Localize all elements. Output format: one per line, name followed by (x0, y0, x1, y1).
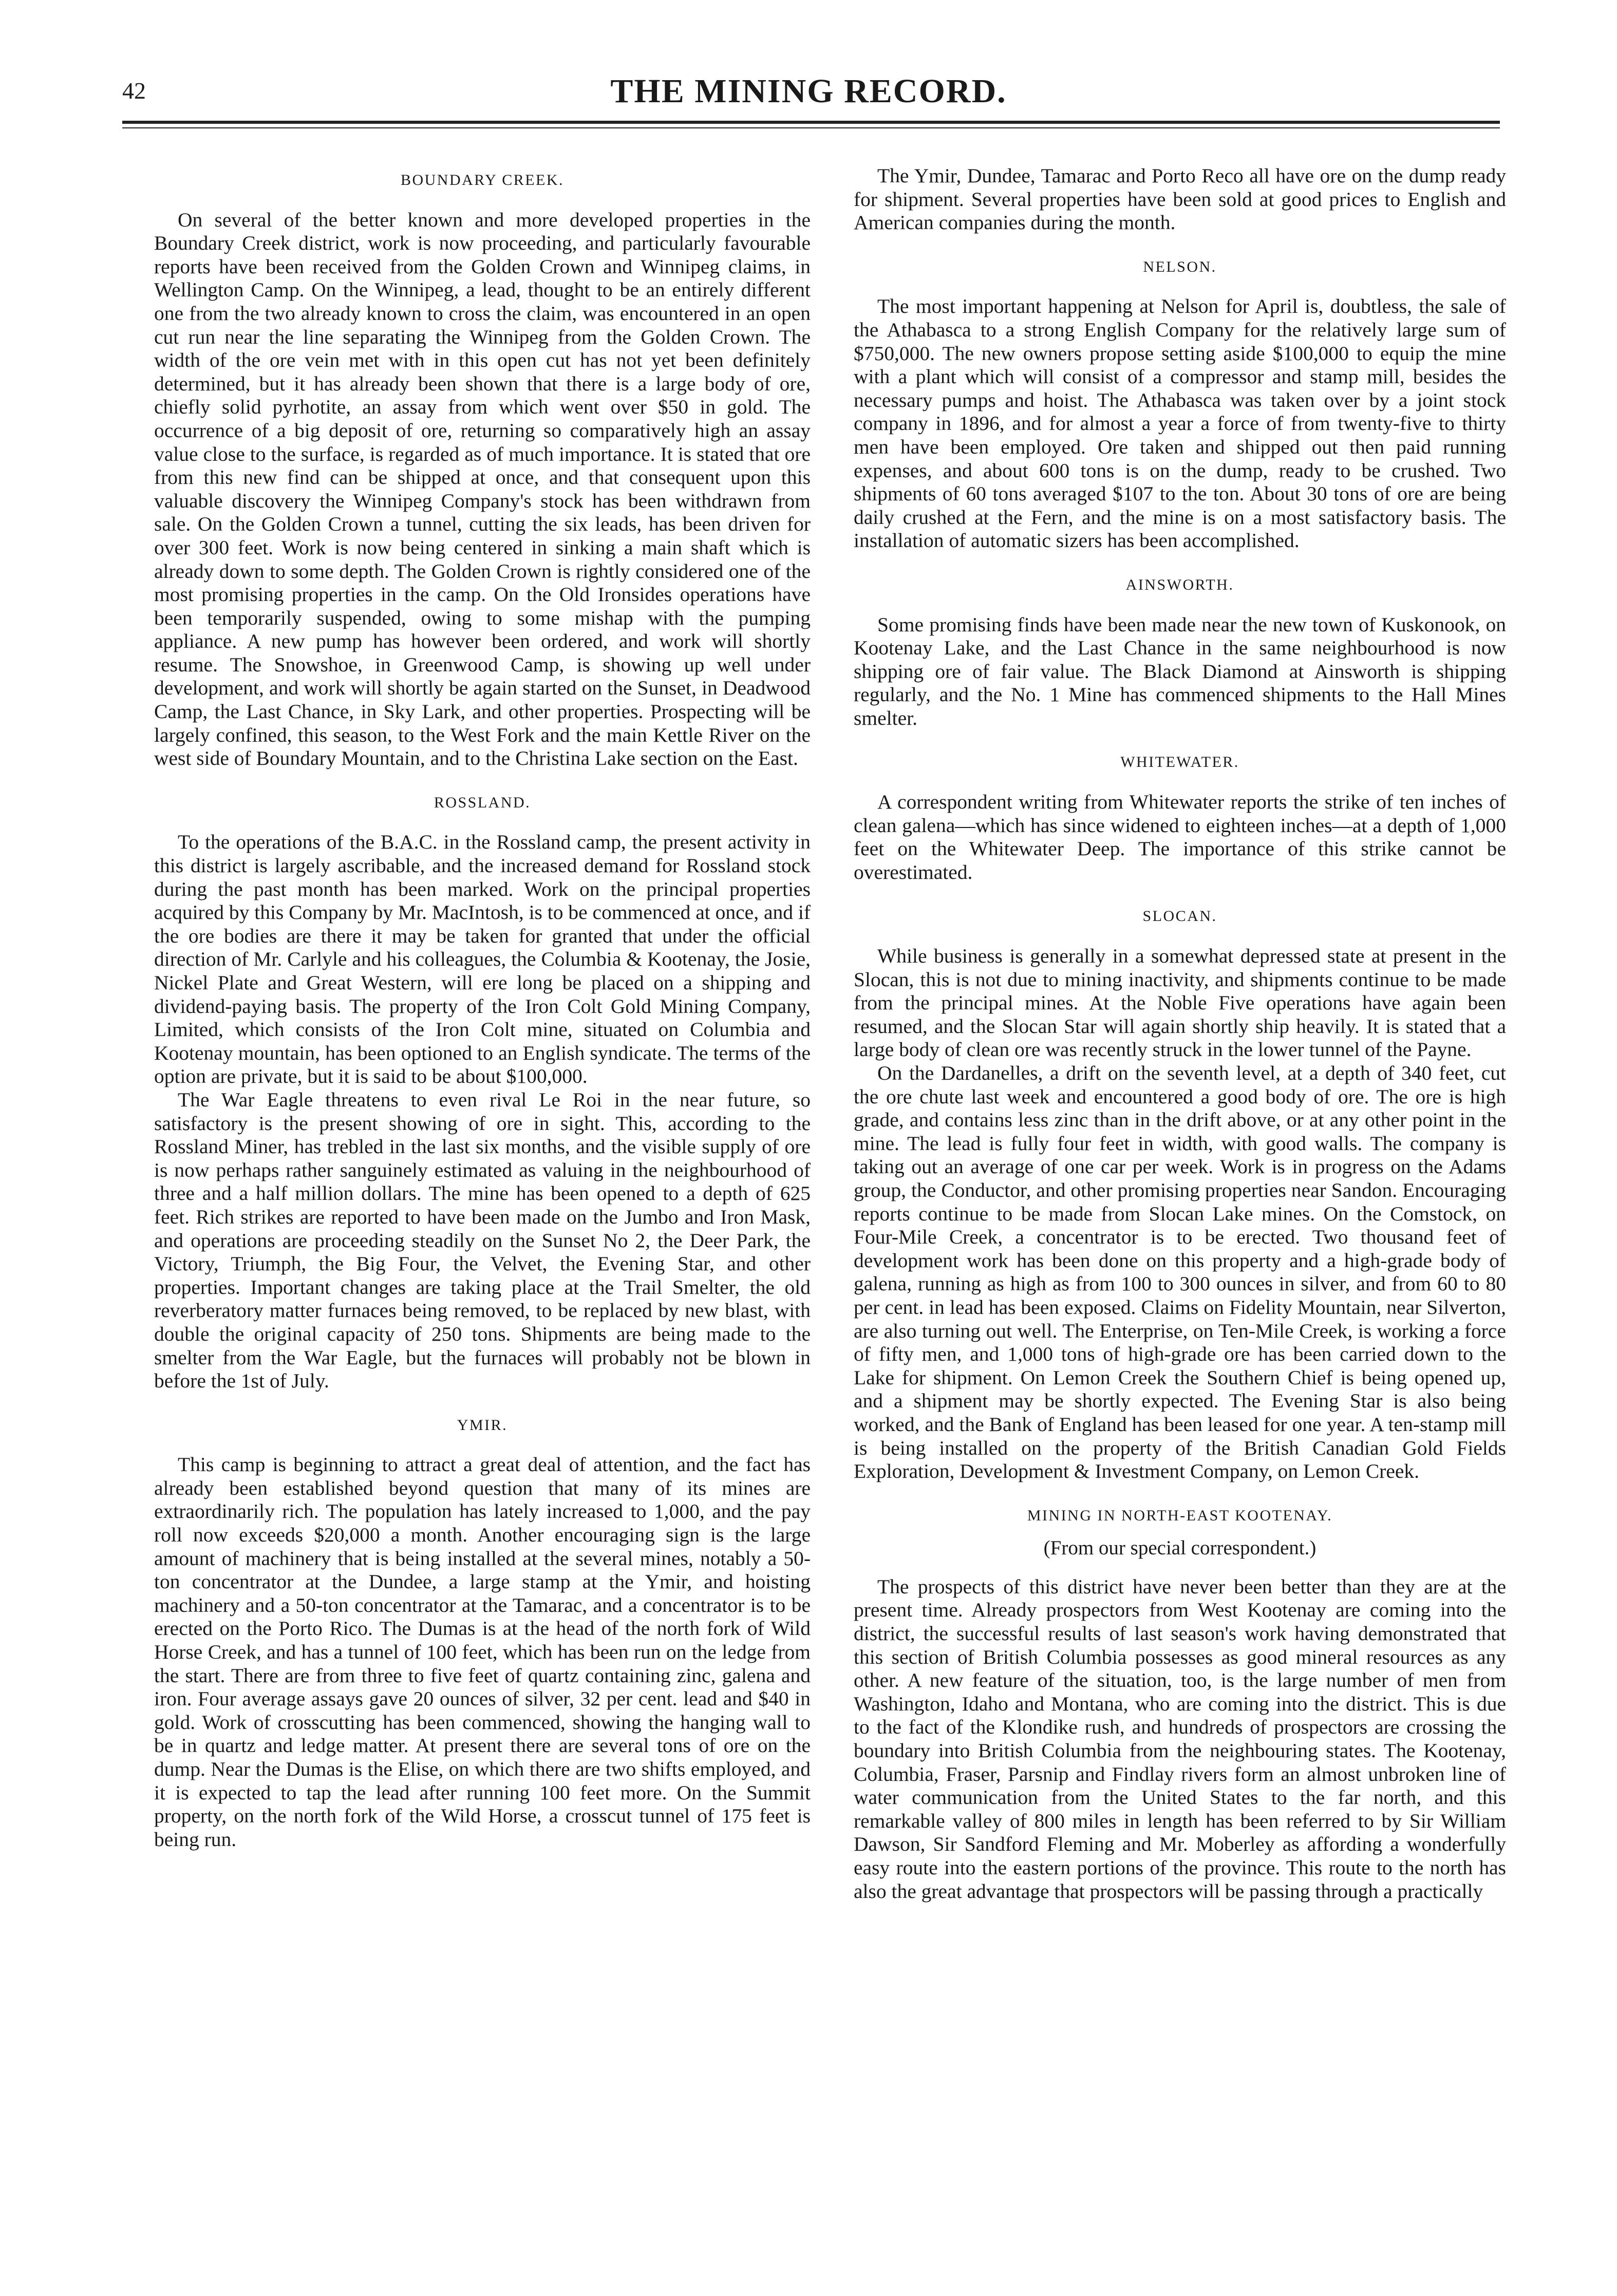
journal-title: THE MINING RECORD. (610, 72, 1007, 110)
article-paragraph: On several of the better known and more developed properties in the Boundary Creek district, work is now proceeding, and particularly favourable reports have been received from the Golden Crown and Winnipeg claims, in Wellington Camp. On the Winnipeg, a lead, thought to be an entirely different one from the two already known to cross the claim, was encountered in an open cut run near the line separating the Winnipeg from the Golden Crown. The width of the ore vein met with in this open cut has not yet been definitely determined, but it has already been shown that there is a large body of ore, chiefly solid pyrhotite, an assay from which went over $50 in gold. The occurrence of a big deposit of ore, returning so comparatively high an assay value close to the surface, is regarded as of much importance. It is stated that ore from this new find can be shipped at once, and that consequent upon this valuable discovery the Winnipeg Company's stock has been withdrawn from sale. On the Golden Crown a tunnel, cutting the six leads, has been driven for over 300 feet. Work is now being centered in sinking a main shaft which is already down to some depth. The Golden Crown is rightly considered one of the most promising properties in the camp. On the Old Ironsides operations have been temporarily suspended, owing to some mishap with the pumping appliance. A new pump has however been ordered, and work will shortly resume. The Snowshoe, in Greenwood Camp, is showing up well under development, and work will shortly be again started on the Sunset, in Deadwood Camp, the Last Chance, in Sky Lark, and other properties. Prospecting will be largely confined, this season, to the West Fork and the main Kettle River on the west side of Boundary Mountain, and to the Christina Lake section on the East. (154, 208, 811, 770)
page-header (0, 0, 1617, 134)
article-paragraph: Some promising finds have been made near the new town of Kuskonook, on Kootenay Lake, and the Last Chance in the same neighbourhood is now shipping ore of fair value. The Black Diamond at Ainsworth is shipping regularly, and the No. 1 Mine has commenced shipments to the Hall Mines smelter. (854, 613, 1506, 729)
article-paragraph: The Ymir, Dundee, Tamarac and Porto Reco all have ore on the dump ready for shipment. Several properties have been sold at good prices to English and American companies during the month. (854, 164, 1506, 234)
section-rossland (154, 791, 811, 1393)
right-column (854, 164, 1506, 1903)
section-slocan (854, 905, 1506, 1483)
section-boundary-creek (154, 168, 811, 770)
section-title: YMIR. (457, 1416, 508, 1434)
section-subtitle: (From our special correspondent.) (1043, 1537, 1317, 1559)
left-column (154, 164, 811, 1851)
section-title: SLOCAN. (1142, 908, 1217, 925)
article-paragraph: While business is generally in a somewhat depressed state at present in the Slocan, this is not due to mining inactivity, and shipments continue to be made from the principal mines. At the Noble Five operations have again been resumed, and the Slocan Star will again shortly ship heavily. It is stated that a large body of clean ore was recently struck in the lower tunnel of the Payne. (854, 945, 1506, 1061)
article-paragraph: The War Eagle threatens to even rival Le Roi in the near future, so satisfactory is the present showing of ore in sight. This, according to the Rossland Miner, has trebled in the last six months, and the visible supply of ore is now perhaps rather sanguinely estimated as valuing in the neighbourhood of three and a half million dollars. The mine has been opened to a depth of 625 feet. Rich strikes are reported to have been made on the Jumbo and Iron Mask, and operations are proceeding steadily on the Sunset No 2, the Deer Park, the Victory, Triumph, the Big Four, the Velvet, the Evening Star, and other properties. Important changes are taking place at the Trail Smelter, the old reverberatory matter furnaces being removed, to be replaced by new blast, with double the original capacity of 250 tons. Shipments are being made to the smelter from the War Eagle, but the furnaces will probably not be blown in before the 1st of July. (154, 1088, 811, 1392)
section-north-east-kootenay (854, 1504, 1506, 1904)
article-paragraph: On the Dardanelles, a drift on the seventh level, at a depth of 340 feet, cut the ore chute last week and encountered a good body of ore. The ore is high grade, and contains less zinc than in the drift above, or at any other point in the mine. The lead is fully four feet in width, with good walls. The company is taking out an average of one car per week. Work is in progress on the Adams group, the Conductor, and other promising properties near Sandon. Encouraging reports continue to be made from Slocan Lake mines. On the Comstock, on Four-Mile Creek, a concentrator is to be erected. Two thousand feet of development work has been done on this property and a high-grade body of galena, running as high as from 100 to 300 ounces in silver, and from 60 to 80 per cent. in lead has been exposed. Claims on Fidelity Mountain, near Silverton, are also turning out well. The Enterprise, on Ten-Mile Creek, is working a force of fifty men, and 1,000 tons of high-grade ore has been carried down to the Lake for shipment. On Lemon Creek the Southern Chief is being opened up, and a shipment may be shortly expected. The Evening Star is also being worked, and the Bank of England has been leased for one year. A ten-stamp mill is being installed on the property of the British Canadian Gold Fields Exploration, Development & Investment Company, on Lemon Creek. (854, 1062, 1506, 1483)
section-ymir (154, 1414, 811, 1852)
section-title: AINSWORTH. (1125, 576, 1234, 593)
article-paragraph: To the operations of the B.A.C. in the Rossland camp, the present activity in this district is largely ascribable, and the increased demand for Rossland stock during the past month has been marked. Work on the principal properties acquired by this Company by Mr. MacIntosh, is to be commenced at once, and if the ore bodies are there it may be taken for granted that under the official direction of Mr. Carlyle and his colleagues, the Columbia & Kootenay, the Josie, Nickel Plate and Great Western, will ere long be placed on a shipping and dividend-paying basis. The property of the Iron Colt Gold Mining Company, Limited, which consists of the Iron Colt mine, situated on Columbia and Kootenay mountain, has been optioned to an English syndicate. The terms of the option are private, but it is said to be about $100,000. (154, 831, 811, 1088)
section-whitewater (854, 750, 1506, 884)
section-title: WHITEWATER. (1120, 754, 1239, 771)
section-title: ROSSLAND. (434, 794, 531, 811)
article-paragraph: This camp is beginning to attract a great deal of attention, and the fact has already been established beyond question that many of its mines are extraordinarily rich. The population has lately increased to 1,000, and the pay roll now exceeds $20,000 a month. Another encouraging sign is the large amount of machinery that is being installed at the several mines, notably a 50-ton concentrator at the Dundee, a large stamp at the Ymir, and hoisting machinery and a 50-ton concentrator at the Tamarac, and a concentrator is to be erected on the Porto Rico. The Dumas is at the head of the north fork of Wild Horse Creek, and has a tunnel of 100 feet, which has been run on the ledge from the start. There are from three to five feet of quartz containing zinc, galena and iron. Four average assays gave 20 ounces of silver, 32 per cent. lead and $40 in gold. Work of crosscutting has been commenced, showing the hanging wall to be in quartz and ledge matter. At present there are several tons of ore on the dump. Near the Dumas is the Elise, on which there are two shifts employed, and it is expected to tap the lead after running 100 feet more. On the Summit property, on the north fork of the Wild Horse, a crosscut tunnel of 175 feet is being run. (154, 1453, 811, 1851)
article-paragraph: The prospects of this district have never been better than they are at the present time. Already prospectors from West Kootenay are coming into the district, the successful results of last season's work having demonstrated that this section of British Columbia possesses as good mineral resources as any other. A new feature of the situation, too, is the large number of men from Washington, Idaho and Montana, who are coming into the district. This is due to the fact of the Klondike rush, and hundreds of prospectors are crossing the boundary into British Columbia from the neighbouring states. The Kootenay, Columbia, Fraser, Parsnip and Findlay rivers form an almost unbroken line of water communication from the United States to the far north, and this remarkable valley of 800 miles in length has been referred to by Sir William Dawson, Sir Sandford Fleming and Mr. Moberley as affording a wonderfully easy route into the eastern portions of the province. This route to the north has also the great advantage that prospectors will be passing through a practically (854, 1575, 1506, 1903)
section-nelson (854, 255, 1506, 553)
article-paragraph: A correspondent writing from Whitewater reports the strike of ten inches of clean galena—which has since widened to eighteen inches—at a depth of 1,000 feet on the Whitewater Deep. The importance of this strike cannot be overestimated. (854, 791, 1506, 883)
article-paragraph: The most important happening at Nelson for April is, doubtless, the sale of the Athabasca to a strong English Company for the relatively large sum of $750,000. The new owners propose setting aside $100,000 to equip the mine with a plant which will consist of a compressor and stamp mill, besides the necessary pumps and hoist. The Athabasca was taken over by a joint stock company in 1896, and for almost a year a force of from twenty-five to thirty men have been employed. Ore taken and shipped out then paid running expenses, and about 600 tons is on the dump, ready to be crushed. Two shipments of 60 tons averaged $107 to the ton. About 30 tons of ore are being daily crushed at the Fern, and the mine is on a most satisfactory basis. The installation of automatic sizers has been accomplished. (854, 295, 1506, 552)
section-title: NELSON. (1143, 258, 1217, 275)
header-rule-thin (122, 127, 1500, 128)
section-title: BOUNDARY CREEK. (400, 172, 565, 189)
section-title: MINING IN NORTH-EAST KOOTENAY. (1027, 1507, 1333, 1524)
page-number: 42 (122, 78, 146, 104)
section-ainsworth (854, 573, 1506, 730)
header-rule-thick (122, 121, 1500, 124)
